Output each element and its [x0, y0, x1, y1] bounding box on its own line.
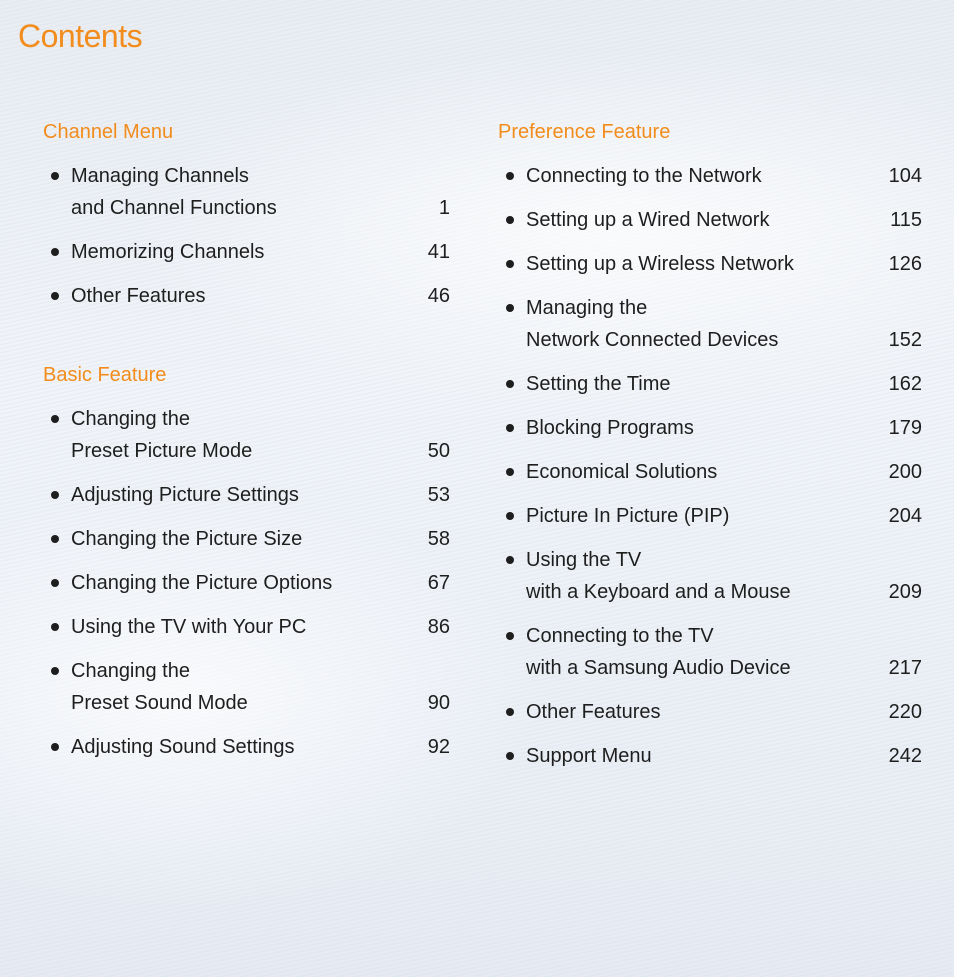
entry-title-line1: Support Menu	[526, 745, 652, 767]
entry-title	[71, 280, 453, 312]
entry-title-line1: Using the TV with Your PC	[71, 616, 307, 638]
entry-title	[526, 368, 922, 400]
entry-title	[71, 160, 453, 224]
entry-title-line1: Managing Channels	[71, 165, 249, 187]
entry-title-line1: Using the TV	[526, 549, 642, 571]
entry-title-line1: Blocking Programs	[526, 417, 694, 439]
page-number: 200	[888, 461, 922, 483]
section-heading: Channel Menu	[43, 121, 174, 143]
entry-title-line2: with a Keyboard and a Mouse	[526, 581, 791, 603]
toc-entry[interactable]	[498, 740, 922, 772]
bullet-icon	[51, 667, 59, 675]
entry-title-line1: Changing the Picture Size	[71, 528, 303, 550]
bullet-icon	[51, 535, 59, 543]
entry-title	[526, 412, 922, 444]
page-number: 162	[888, 373, 922, 395]
entry-title-line1: Setting up a Wireless Network	[526, 253, 794, 275]
entry-title-line1: Economical Solutions	[526, 461, 718, 483]
toc-entry[interactable]	[43, 655, 453, 719]
page-number: 204	[888, 505, 922, 527]
page-number: 58	[427, 528, 450, 550]
entry-title-line1: Setting the Time	[526, 373, 671, 395]
toc-entry[interactable]	[498, 544, 922, 608]
toc-entry[interactable]	[43, 236, 453, 268]
bullet-icon	[506, 304, 514, 312]
page-number: 179	[888, 417, 922, 439]
entry-title	[71, 479, 453, 511]
entry-title	[71, 567, 453, 599]
toc-right-column	[498, 118, 922, 784]
bullet-icon	[506, 752, 514, 760]
section-heading: Basic Feature	[43, 364, 167, 386]
toc-entry[interactable]	[43, 523, 453, 555]
bullet-icon	[51, 415, 59, 423]
entry-title-line1: Connecting to the Network	[526, 165, 762, 187]
entry-title	[526, 248, 922, 280]
entry-title	[526, 500, 922, 532]
bullet-icon	[506, 380, 514, 388]
entry-title-line1: Other Features	[71, 285, 206, 307]
entry-title	[71, 655, 453, 719]
page-number: 242	[888, 745, 922, 767]
page-number: 90	[427, 692, 450, 714]
toc-entry[interactable]	[498, 204, 922, 236]
bullet-icon	[51, 623, 59, 631]
bullet-icon	[506, 424, 514, 432]
page-number: 50	[427, 440, 450, 462]
page-number: 53	[427, 484, 450, 506]
entry-title	[526, 620, 922, 684]
entry-title-line1: Changing the	[71, 660, 190, 682]
bullet-icon	[51, 248, 59, 256]
bullet-icon	[506, 260, 514, 268]
entry-title	[526, 292, 922, 356]
bullet-icon	[51, 292, 59, 300]
page-number: 92	[427, 736, 450, 758]
toc-entry[interactable]	[498, 500, 922, 532]
entry-title-line2: Preset Picture Mode	[71, 440, 253, 462]
bullet-icon	[506, 172, 514, 180]
page-number: 126	[888, 253, 922, 275]
toc-entry[interactable]	[43, 160, 453, 224]
page-number: 152	[888, 329, 922, 351]
entry-title-line1: Adjusting Sound Settings	[71, 736, 295, 758]
page-number: 46	[427, 285, 450, 307]
entry-title-line1: Adjusting Picture Settings	[71, 484, 299, 506]
section-heading: Preference Feature	[498, 121, 671, 143]
toc-entry[interactable]	[43, 403, 453, 467]
page-title: Contents	[18, 18, 143, 54]
entry-title	[71, 523, 453, 555]
page-number: 220	[888, 701, 922, 723]
page-number: 86	[427, 616, 450, 638]
toc-left-column	[43, 118, 453, 775]
page-number: 41	[427, 241, 450, 263]
entry-title-line1: Memorizing Channels	[71, 241, 265, 263]
section-channel-menu	[43, 118, 453, 312]
bullet-icon	[506, 216, 514, 224]
page-number: 1	[438, 197, 450, 219]
entry-title	[71, 236, 453, 268]
page-number: 67	[427, 572, 450, 594]
entry-title-line1: Managing the	[526, 297, 648, 319]
entry-title	[71, 731, 453, 763]
toc-entry[interactable]	[498, 696, 922, 728]
entry-title-line2: and Channel Functions	[71, 197, 277, 219]
entry-title	[526, 740, 922, 772]
toc-entry[interactable]	[43, 567, 453, 599]
entry-title-line1: Setting up a Wired Network	[526, 209, 770, 231]
entry-title	[526, 696, 922, 728]
bullet-icon	[51, 491, 59, 499]
bullet-icon	[506, 468, 514, 476]
entry-title	[526, 204, 922, 236]
entry-title	[71, 611, 453, 643]
entry-title	[526, 456, 922, 488]
entry-title-line1: Connecting to the TV	[526, 625, 714, 647]
entry-title-line1: Picture In Picture (PIP)	[526, 505, 730, 527]
entry-title	[526, 544, 922, 608]
toc-entry[interactable]	[498, 248, 922, 280]
page-number: 209	[888, 581, 922, 603]
bullet-icon	[51, 743, 59, 751]
bullet-icon	[51, 579, 59, 587]
toc-entry[interactable]	[498, 368, 922, 400]
bullet-icon	[506, 708, 514, 716]
section-basic-feature	[43, 361, 453, 763]
page-number: 217	[888, 657, 922, 679]
toc-entry[interactable]	[43, 611, 453, 643]
toc-entry[interactable]	[498, 412, 922, 444]
entry-title-line2: Preset Sound Mode	[71, 692, 248, 714]
entry-title-line2: with a Samsung Audio Device	[526, 657, 791, 679]
bullet-icon	[506, 632, 514, 640]
entry-title	[71, 403, 453, 467]
toc-entry[interactable]	[498, 160, 922, 192]
toc-entry[interactable]	[43, 731, 453, 763]
bullet-icon	[506, 556, 514, 564]
entry-title-line1: Other Features	[526, 701, 661, 723]
page-number: 115	[890, 209, 922, 231]
toc-entry[interactable]	[498, 456, 922, 488]
toc-entry[interactable]	[498, 292, 922, 356]
toc-entry[interactable]	[43, 479, 453, 511]
bullet-icon	[506, 512, 514, 520]
entry-title	[526, 160, 922, 192]
entry-title-line2: Network Connected Devices	[526, 329, 779, 351]
toc-entry[interactable]	[498, 620, 922, 684]
page-number: 104	[888, 165, 922, 187]
bullet-icon	[51, 172, 59, 180]
entry-title-line1: Changing the	[71, 408, 190, 430]
section-preference-feature	[498, 118, 922, 772]
toc-entry[interactable]	[43, 280, 453, 312]
entry-title-line1: Changing the Picture Options	[71, 572, 333, 594]
